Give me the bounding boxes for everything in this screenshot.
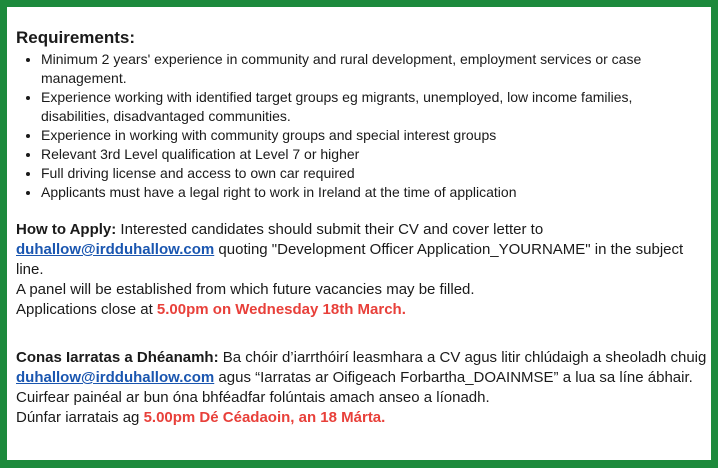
requirement-item: • Relevant 3rd Level qualification at Level 7 or higher [41,145,711,164]
irish-apply-subject-text: agus “Iarratas ar Oifigeach Forbartha_DOAINMSE” a lua sa líne ábhair. [214,369,693,386]
requirement-item: • Full driving license and access to own car required [41,164,711,183]
panel-note: A panel will be established from which future vacancies may be filled. [16,281,475,298]
irish-closing-deadline: 5.00pm Dé Céadaoin, an 18 Márta. [143,409,386,426]
apply-email-link[interactable]: duhallow@irdduhallow.com [16,241,215,258]
requirement-item: • Applicants must have a legal right to work in Ireland at the time of application [41,183,711,202]
irish-apply-paragraph [16,348,711,388]
job-posting-panel [7,7,711,460]
irish-apply-email-link[interactable]: duhallow@irdduhallow.com [16,369,215,386]
closing-date-prefix: Applications close at [16,301,157,318]
irish-panel-note: Cuirfear painéal ar bun óna bhféadfar folúntais amach anseo a líonadh. [16,389,490,406]
requirement-item: • Minimum 2 years' experience in community and rural development, employment services or case management. [41,50,711,88]
closing-deadline: 5.00pm on Wednesday 18th March. [156,301,406,318]
posting-content [16,28,711,428]
irish-apply-text: Ba chóir d’iarrthóirí leasmhara a CV agus litir chlúdaigh a sheoladh chuig [218,349,707,366]
requirement-item: • Experience working with identified target groups eg migrants, unemployed, low income families, disabilities, disadvantaged communities. [41,88,711,126]
closing-date-line [16,300,711,320]
how-to-apply-paragraph [16,220,711,280]
requirements-heading: Requirements: [16,28,136,47]
requirement-item: • Experience in working with community groups and special interest groups [41,126,711,145]
irish-closing-date-line [16,408,711,428]
irish-apply-label: Conas Iarratas a Dhéanamh: [16,349,219,366]
how-to-apply-text: Interested candidates should submit their CV and cover letter to [116,221,544,238]
irish-closing-date-prefix: Dúnfar iarratais ag [16,409,144,426]
requirements-list [16,50,711,202]
how-to-apply-subject-text: quoting "Development Officer Application_YOURNAME" in the subject line. [16,241,684,278]
how-to-apply-label: How to Apply: [16,221,117,238]
